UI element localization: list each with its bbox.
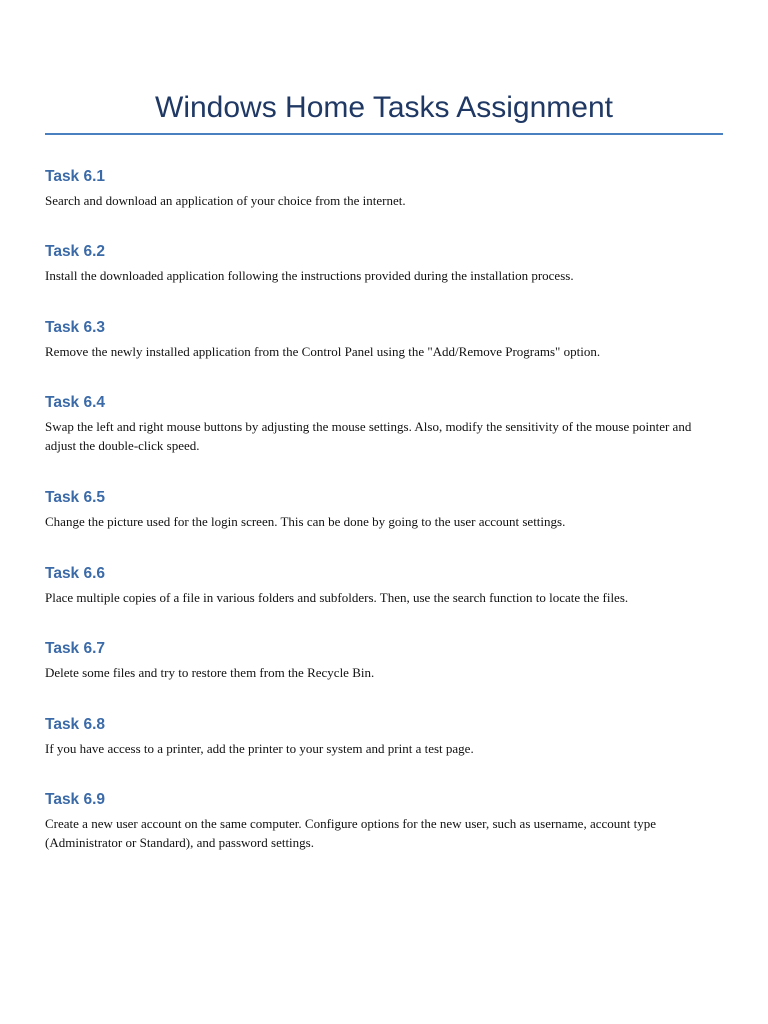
task-section-6-7 bbox=[45, 639, 725, 682]
task-heading: Task 6.3 bbox=[45, 319, 106, 336]
task-section-6-5 bbox=[45, 488, 725, 531]
task-section-6-1 bbox=[45, 167, 725, 210]
task-heading: Task 6.6 bbox=[45, 565, 106, 582]
task-section-6-9 bbox=[45, 790, 725, 852]
task-section-6-2 bbox=[45, 242, 725, 285]
task-heading: Task 6.4 bbox=[45, 394, 106, 411]
task-heading: Task 6.2 bbox=[45, 243, 106, 260]
task-description: Place multiple copies of a file in various folders and subfolders. Then, use the search function to locate the files. bbox=[45, 590, 629, 605]
task-description: If you have access to a printer, add the printer to your system and print a test page. bbox=[45, 741, 474, 756]
task-heading: Task 6.5 bbox=[45, 489, 106, 506]
task-description: Change the picture used for the login screen. This can be done by going to the user account settings. bbox=[45, 514, 566, 529]
task-heading: Task 6.8 bbox=[45, 716, 106, 733]
document-title: Windows Home Tasks Assignment bbox=[155, 91, 613, 124]
task-heading: Task 6.1 bbox=[45, 168, 106, 185]
task-section-6-4 bbox=[45, 393, 725, 455]
task-description: Create a new user account on the same computer. Configure options for the new user, such as username, account type (Administrator or Standard), and password settings. bbox=[45, 816, 656, 850]
task-description: Swap the left and right mouse buttons by adjusting the mouse settings. Also, modify the sensitivity of the mouse pointer and adjust the double-click speed. bbox=[45, 419, 692, 453]
title-underline bbox=[45, 133, 723, 135]
task-section-6-3 bbox=[45, 318, 725, 361]
task-description: Search and download an application of your choice from the internet. bbox=[45, 193, 406, 208]
task-heading: Task 6.7 bbox=[45, 640, 106, 657]
task-section-6-8 bbox=[45, 715, 725, 758]
task-description: Delete some files and try to restore them from the Recycle Bin. bbox=[45, 665, 375, 680]
task-description: Remove the newly installed application from the Control Panel using the "Add/Remove Programs" option. bbox=[45, 344, 601, 359]
task-section-6-6 bbox=[45, 564, 725, 607]
task-heading: Task 6.9 bbox=[45, 791, 106, 808]
task-description: Install the downloaded application following the instructions provided during the installation process. bbox=[45, 268, 574, 283]
